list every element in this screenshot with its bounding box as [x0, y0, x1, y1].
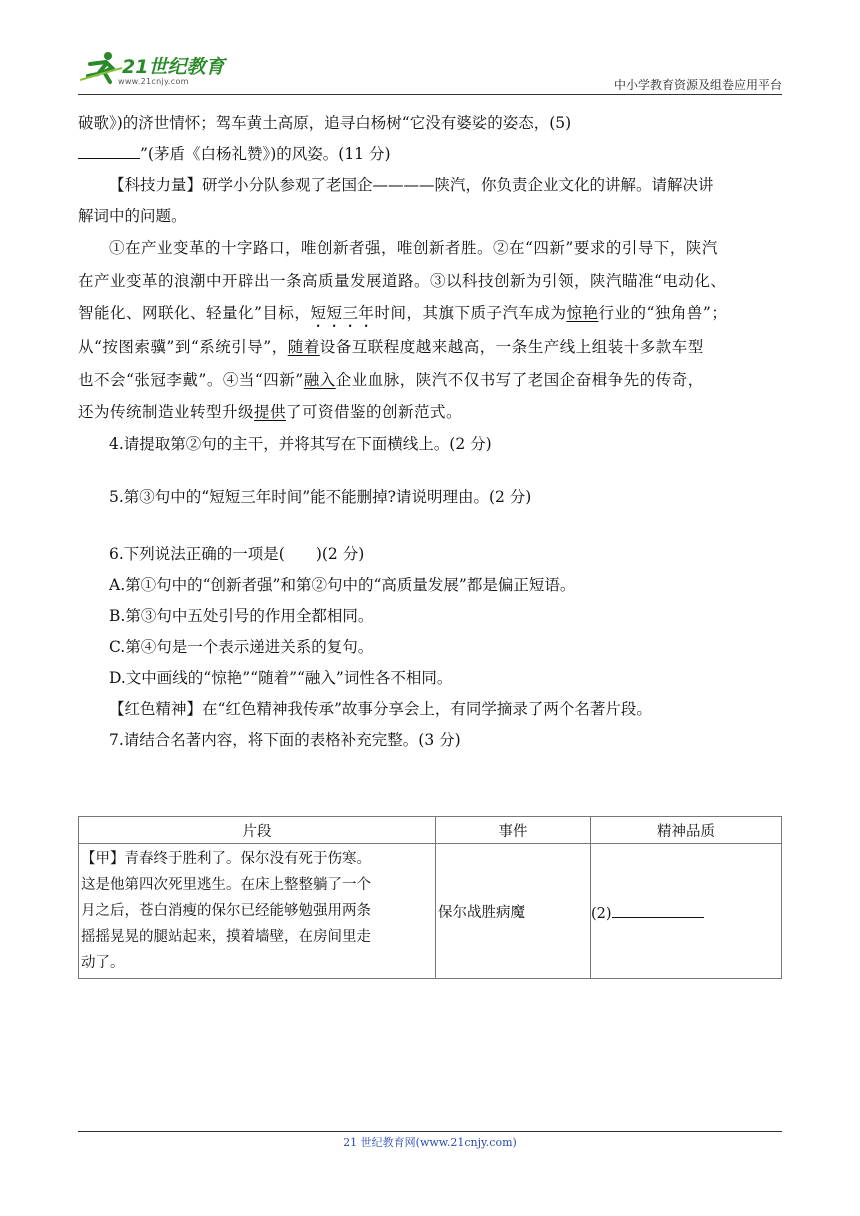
question-5: 5.第③句中的“短短三年时间”能不能删掉?请说明理由。(2 分) — [109, 487, 532, 506]
red-spirit-intro — [78, 694, 782, 725]
tech-intro-line-2: 解词中的问题。 — [78, 207, 187, 225]
quality-label: (2) — [591, 905, 612, 922]
underlined-word-suizhe: 随着 — [287, 338, 320, 356]
intro-line-2 — [78, 139, 782, 170]
page-footer: 21 世纪教育网(www.21cnjy.com) — [78, 1131, 782, 1150]
answer-blank — [612, 901, 704, 918]
table-header-fragment: 片段 — [79, 817, 436, 844]
passage-text: 时间，其旗下质子汽车成为 — [374, 304, 567, 322]
option-a: A.第①句中的“创新者强”和第②句中的“高质量发展”都是偏正短语。 — [109, 575, 576, 594]
red-tag: 【红色精神】 — [109, 699, 203, 718]
table-header-event: 事件 — [436, 817, 591, 844]
passage-text: 设备互联程度越来越高，一条生产线上组装十多款车型 — [319, 338, 704, 356]
passage-line-2: 在产业变革的浪潮中开辟出一条高质量发展道路。③以科技创新为引领，陕汽瞄准“电动化、 — [78, 271, 727, 290]
site-logo — [78, 46, 248, 92]
tech-intro-line-1 — [78, 170, 782, 201]
tech-intro-text: 研学小分队参观了老国企————陕汽，你负责企业文化的讲解。请解决讲 — [202, 176, 714, 194]
passage — [78, 232, 782, 429]
fragment-line: 这是他第四次死里逃生。在床上整整躺了一个 — [81, 877, 371, 893]
fragment-table — [78, 816, 782, 979]
intro-line-1: 破歌》)的济世情怀；驾车黄土高原，追寻白杨树“它没有婆娑的姿态，(5) — [78, 114, 572, 132]
question-4: 4.请提取第②句的主干，并将其写在下面横线上。(2 分) — [109, 434, 492, 453]
passage-line-1: ①在产业变革的十字路口，唯创新者强，唯创新者胜。②在“四新”要求的引导下，陕汽 — [109, 239, 718, 257]
underlined-word-jingyan: 惊艳 — [566, 304, 599, 322]
question-7: 7.请结合名著内容，将下面的表格补充完整。(3 分) — [109, 730, 461, 749]
logo-url: www.21cnjy.com — [118, 77, 189, 86]
passage-line-5 — [78, 364, 782, 397]
fragment-line: 动了。 — [81, 955, 125, 971]
fragment-cell — [79, 844, 436, 979]
platform-name: 中小学教育资源及组卷应用平台 — [613, 78, 782, 92]
table-header-row — [79, 817, 782, 844]
passage-text: 从“按图索骥”到“系统引导”， — [78, 338, 288, 356]
passage-text: 行业的“独角兽”； — [598, 304, 728, 322]
passage-line-3 — [78, 297, 782, 331]
option-c: C.第④句是一个表示递进关系的复句。 — [109, 637, 374, 656]
dotted-phrase: 短短三年 — [310, 304, 375, 322]
page-header — [78, 46, 782, 95]
fragment-line: 摇摇晃晃的腿站起来，摸着墙壁，在房间里走 — [81, 929, 371, 945]
option-d: D.文中画线的“惊艳”“随着”“融入”词性各不相同。 — [109, 668, 453, 687]
fragment-line: 【甲】青春终于胜利了。保尔没有死于伤寒。 — [81, 851, 371, 867]
event-cell: 保尔战胜病魔 — [436, 844, 591, 979]
fragment-line: 月之后，苍白消瘦的保尔已经能够勉强用两条 — [81, 903, 371, 919]
option-b: B.第③句中五处引号的作用全都相同。 — [109, 606, 374, 625]
underlined-word-rongru: 融入 — [303, 370, 336, 389]
passage-line-4 — [78, 331, 782, 364]
answer-blank — [78, 140, 140, 159]
document-body — [78, 108, 782, 756]
passage-text: 还为传统制造业转型升级 — [78, 403, 255, 421]
intro-line-2-text: ”(茅盾《白杨礼赞》)的风姿。(11 分) — [140, 145, 391, 163]
passage-text: 也不会“张冠李戴”。④当“四新” — [78, 370, 304, 389]
table-header-quality: 精神品质 — [591, 817, 782, 844]
question-6: 6.下列说法正确的一项是( )(2 分) — [109, 544, 365, 563]
underlined-word-tigong: 提供 — [254, 403, 287, 421]
tech-tag: 【科技力量】 — [109, 176, 203, 194]
passage-text: 企业血脉，陕汽不仅书写了老国企奋楫争先的传奇， — [335, 370, 704, 389]
quality-cell — [591, 844, 782, 979]
passage-text: 智能化、网联化、轻量化”目标， — [78, 304, 311, 322]
passage-text: 了可资借鉴的创新范式。 — [286, 403, 463, 421]
passage-line-6 — [78, 396, 782, 429]
red-intro-text: 在“红色精神我传承”故事分享会上，有同学摘录了两个名著片段。 — [202, 699, 652, 718]
table-row — [79, 844, 782, 979]
logo-text: 21世纪教育 — [122, 56, 225, 78]
